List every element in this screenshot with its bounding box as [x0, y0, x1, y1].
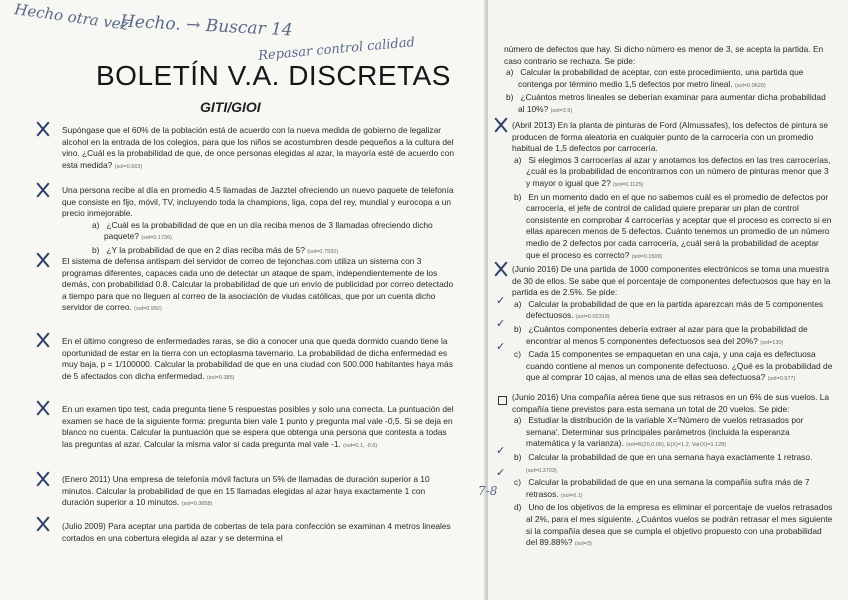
problem-item [62, 474, 454, 511]
handwritten-note-repasar: Repasar control calidad [257, 35, 416, 64]
checkbox-icon [498, 396, 507, 405]
subquestion-text: Cada 15 componentes se empaquetan en una caja, y una caja es defectuosa cuando contiene al menos un componente defectuoso. ¿Qué es la probabilidad de que al comprar 10 cajas, al menos una de ellas sea defectuosa? [526, 349, 833, 383]
problem-item [62, 336, 454, 384]
solution-ref: (sol=0.02319) [575, 314, 610, 321]
subquestion-text: ¿Cuántos componentes debería extraer al azar para que la probabilidad de encontrar al menos 5 componentes defectuosos sea del 20%? [526, 323, 808, 346]
solution-ref: (sol=0.385) [206, 374, 235, 381]
problem-text: número de defectos que hay. Si dicho número es menor de 3, se acepta la partida. En caso contrario se rechaza. Se pide: [504, 44, 824, 66]
subquestion-label: a) [92, 219, 100, 230]
subquestion-label: d) [514, 502, 522, 513]
subquestion [504, 92, 834, 117]
handwritten-note-hecho-otra-vez: Hecho otra vez [13, 0, 130, 34]
cross-mark-icon [36, 122, 50, 136]
problem-item [62, 404, 454, 452]
solution-ref: (sol=130) [760, 339, 784, 346]
subquestion-text: ¿Y la probabilidad de que en 2 días reciba más de 5? [106, 244, 305, 255]
subquestion-text: Calcular la probabilidad de que en una semana haya exactamente 1 retraso. [528, 451, 813, 462]
problem-text: El sistema de defensa antispam del servidor de correo de tejonchas.com utiliza un sistema con 3 programas diferentes, capaces cada uno de detectar un ataque de spam, independientemente de los demás, con probabilidad 0.8. Calcular la probabilidad de que un envío de publicidad por correo detectado a tiempo para que no lleguen al correo de la asociación de viudas católicas, que por un cuenta dicho servidor de correo. [62, 256, 454, 313]
cross-mark-icon [36, 253, 50, 267]
solution-ref: (sol=0.977) [767, 376, 796, 383]
problem-item [62, 521, 454, 544]
solution-ref: (sol=0.1125) [613, 181, 644, 188]
subquestion-label: a) [514, 154, 522, 165]
cross-mark-icon [36, 183, 50, 197]
problem-text: (Julio 2009) Para aceptar una partida de cobertas de tela para confección se examinan 4 metros lineales cortados en una cobertura elegida al azar y se determina el [62, 521, 451, 543]
subquestion-text: Calcular la probabilidad de que en una semana la compañía sufra más de 7 retrasos. [526, 477, 810, 499]
problem-text: (Junio 2016) Una compañía aérea tiene que sus retrasos en un 6% de sus vuelos. La compañía tiene previstos para esta semana un total de 20 vuelos. Se pide: [512, 392, 830, 414]
subquestion-text: En un momento dado en el que no sabemos cuál es el promedio de defectos por carrocería, el jefe de control de calidad quiere preparar un plan de control consistente en comprobar 4 carrocerías y aceptar que el proceso es correcto si en ellas aparecen menos de 5 defectos. Cuánto tenemos un promedio de un número medio de 2 defectos por cada carrocería, ¿cuál será la probabilidad de aceptar que el proceso es correcto? [526, 191, 832, 260]
subquestion-label: a) [514, 298, 522, 309]
subquestion-label: a) [506, 67, 514, 78]
check-mark-icon: ✓ [496, 318, 506, 330]
subquestion [512, 155, 834, 192]
cross-mark-icon [36, 517, 50, 531]
subquestion-text: Calcular la probabilidad de aceptar, con este procedimiento, una partida que contenga por término medio 1,5 defectos por metro lineal. [518, 67, 804, 89]
check-mark-icon: ✓ [496, 467, 506, 479]
solution-ref: (sol=0.7932) [307, 248, 339, 255]
subquestion [62, 220, 454, 245]
subquestion [512, 452, 834, 477]
cross-mark-icon [494, 118, 508, 132]
cross-mark-icon [36, 333, 50, 347]
subquestion [504, 67, 834, 92]
solution-ref: (sol=0.1) [560, 492, 583, 499]
subquestion [512, 415, 834, 452]
right-page [478, 0, 848, 600]
check-mark-icon: ✓ [496, 445, 506, 457]
problem-item [512, 264, 834, 386]
solution-ref: (sol=0.992) [134, 306, 162, 313]
subquestion [512, 502, 834, 550]
solution-ref: (sol=0.3658) [181, 501, 213, 508]
solution-ref: (sol=B(20,0.06), E(X)=1.2, Var(X)=1.128) [626, 442, 727, 449]
subquestion-text: Si elegimos 3 carrocerías al azar y anotamos los defectos en las tres carrocerías, ¿cuál es la probabilidad de encontrarnos con un número de pinturas menor que 3 y mayor o igual que 2? [526, 154, 831, 188]
check-mark-icon: ✓ [496, 341, 506, 353]
subquestion [512, 477, 834, 502]
problem-text: (Abril 2013) En la planta de pinturas de Ford (Almussafes), los defectos de pintura se producen de forma aleatoria en cualquier punto de la carrocería con un promedio habitual de 1,5 defectos por carrocería. [512, 120, 829, 154]
check-mark-icon: ✓ [496, 295, 506, 307]
problem-text: En el último congreso de enfermedades raras, se dio a conocer una que queda dormido cuando tiene la oportunidad de estar en la tierra con un ectoplasma tavernario. La probabilidad de dicha enfermedad es muy baja, p = 1/100000. Calcular la probabilidad de que en una ciudad con 500.000 habitantes haya más de 5 afectados con dicha enfermedad. [62, 336, 453, 381]
cross-mark-icon [36, 401, 50, 415]
problem-text: Una persona recibe al día en promedio 4.5 llamadas de Jazztel ofreciendo un nuevo paquete de telefonía que consiste en fijo, móvil, TV, incluyendo toda la champions, liga, copa del rey, mundial y eurocopa a un precio inmejorable. [62, 185, 454, 219]
cross-mark-icon [494, 262, 508, 276]
problem-item [62, 125, 454, 173]
subquestion-text: ¿Cuántos metros lineales se deberían examinar para aumentar dicha probabilidad al 10%? [518, 92, 826, 114]
subquestion [512, 299, 834, 324]
subquestion [512, 349, 834, 386]
page-title: BOLETÍN V.A. DISCRETAS [96, 60, 451, 91]
subquestion-label: b) [514, 323, 522, 334]
subquestion-text: Calcular la probabilidad de que en la partida aparezcan más de 5 componentes defectuosos. [526, 298, 824, 321]
solution-ref: (sol=0.0620) [734, 82, 766, 89]
subquestion-label: b) [92, 244, 100, 255]
page-subtitle: GITI/GIOI [200, 99, 261, 115]
solution-ref: (sol=0.663) [114, 163, 143, 170]
problem-text: (Enero 2011) Una empresa de telefonía móvil factura un 5% de llamadas de duración superior a 10 minutos. Calcular la probabilidad de que en 15 llamadas elegidas al azar haya exactamente 1 con duración superior a 10 minutos. [62, 474, 430, 508]
subquestion-label: b) [514, 191, 522, 202]
problem-item [512, 392, 834, 551]
solution-ref: (sol=3.9) [550, 107, 573, 114]
problem-item [62, 185, 454, 259]
subquestion-text: Estudiar la distribución de la variable X='Número de vuelos retrasados por semana'. Determinar sus principales parámetros (incluida la esperanza matemática y la varianza). [526, 415, 804, 449]
subquestion [512, 192, 834, 264]
solution-ref: (sol=0.1736) [141, 235, 172, 242]
subquestion-label: c) [514, 477, 521, 488]
solution-ref: (sol=0.1509) [631, 253, 663, 260]
subquestion-label: b) [506, 92, 514, 103]
problem-item [504, 44, 834, 118]
handwritten-note-buscar: Hecho. → Buscar 14 [119, 11, 294, 41]
solution-ref: (sol=3) [574, 541, 592, 548]
problem-text: Supóngase que el 60% de la población está de acuerdo con la nueva medida de gobierno de legalizar alcohol en la entrada de los colegios, para que los niños se acostumbren desde pequeños a la cultura del vino. ¿Cuál es la probabilidad de que, de once personas elegidas al azar, la mayoría esté de acuerdo con esta medida? [62, 125, 455, 170]
subquestion-label: c) [514, 349, 521, 360]
subquestion-text: Uno de los objetivos de la empresa es eliminar el porcentaje de vuelos retrasados al 2%, para el mes siguiente. ¿Cuántos vuelos se podrán retrasar el mes siguiente si la compañía desea que se cumpla el objetivo propuesto con una probabilidad del 89.88%? [526, 502, 833, 548]
subquestion-label: a) [514, 415, 522, 426]
problem-text: (Junio 2016) De una partida de 1000 componentes electrónicos se toma una muestra de 30 de ellos. Se sabe que el porcentaje de componentes defectuosos que hay en la partida es de 2.5%. Se pide: [512, 264, 831, 298]
problem-item [512, 120, 834, 263]
handwritten-note-7-8: 7-8 [478, 484, 498, 498]
solution-ref: (sol=0.3703) [526, 467, 557, 474]
subquestion-text: ¿Cuál es la probabilidad de que en un día reciba menos de 3 llamadas ofreciendo dicho paquete? [104, 219, 433, 242]
solution-ref: (sol=0.1, -0.6) [343, 442, 378, 449]
problem-item [62, 256, 454, 316]
subquestion [512, 324, 834, 349]
problem-text: En un examen tipo test, cada pregunta tiene 5 respuestas posibles y solo una correcta. La puntuación del examen se hace de la siguiente forma: pregunta bien vale 1 punto y pregunta mal vale -0,5. Si se deja en blanco no cuenta. Calcular la puntuación que se espera que obtenga una persona que contesta a todas las preguntas al azar. Calcular la misma valor si cada pregunta mal vale -1. [62, 404, 454, 449]
subquestion-label: b) [514, 451, 522, 462]
cross-mark-icon [36, 472, 50, 486]
